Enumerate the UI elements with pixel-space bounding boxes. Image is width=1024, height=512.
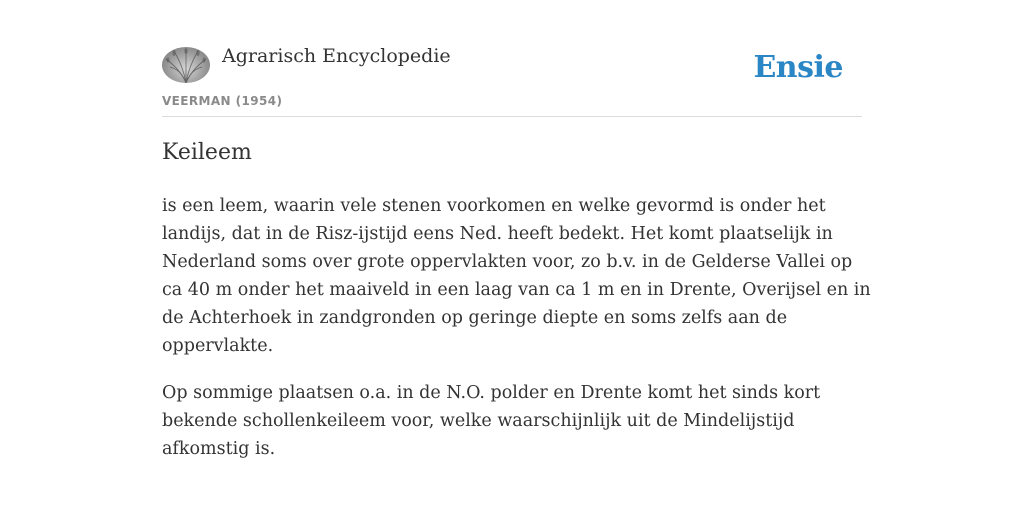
book-title-link[interactable]: Agrarisch Encyclopedie [222, 45, 451, 67]
entry-body [162, 192, 874, 482]
entry-paragraph: Op sommige plaatsen o.a. in de N.O. polder en Drente komt het sinds kort bekende schollenkeileem voor, welke waarschijnlijk uit de Mindelijstijd afkomstig is. [162, 383, 821, 459]
ensie-logo-link[interactable]: Ensie [753, 50, 843, 85]
author-year: VEERMAN (1954) [162, 94, 283, 108]
entry-paragraph: is een leem, waarin vele stenen voorkomen en welke gevormd is onder het landijs, dat in de Risz-ijstijd eens Ned. heeft bedekt. Het komt plaatselijk in Nederland soms over grote oppervlakten voor, zo b.v. in de Gelderse Vallei op ca 40 m onder het maaiveld in een laag van ca 1 m en in Drente, Overijsel en in de Achterhoek in zandgronden op geringe diepte en soms zelfs aan de oppervlakte. [162, 196, 871, 356]
wheat-book-cover-icon[interactable] [162, 47, 210, 83]
entry-title: Keileem [162, 140, 252, 165]
header [162, 0, 862, 117]
wheat-illustration [162, 47, 210, 83]
